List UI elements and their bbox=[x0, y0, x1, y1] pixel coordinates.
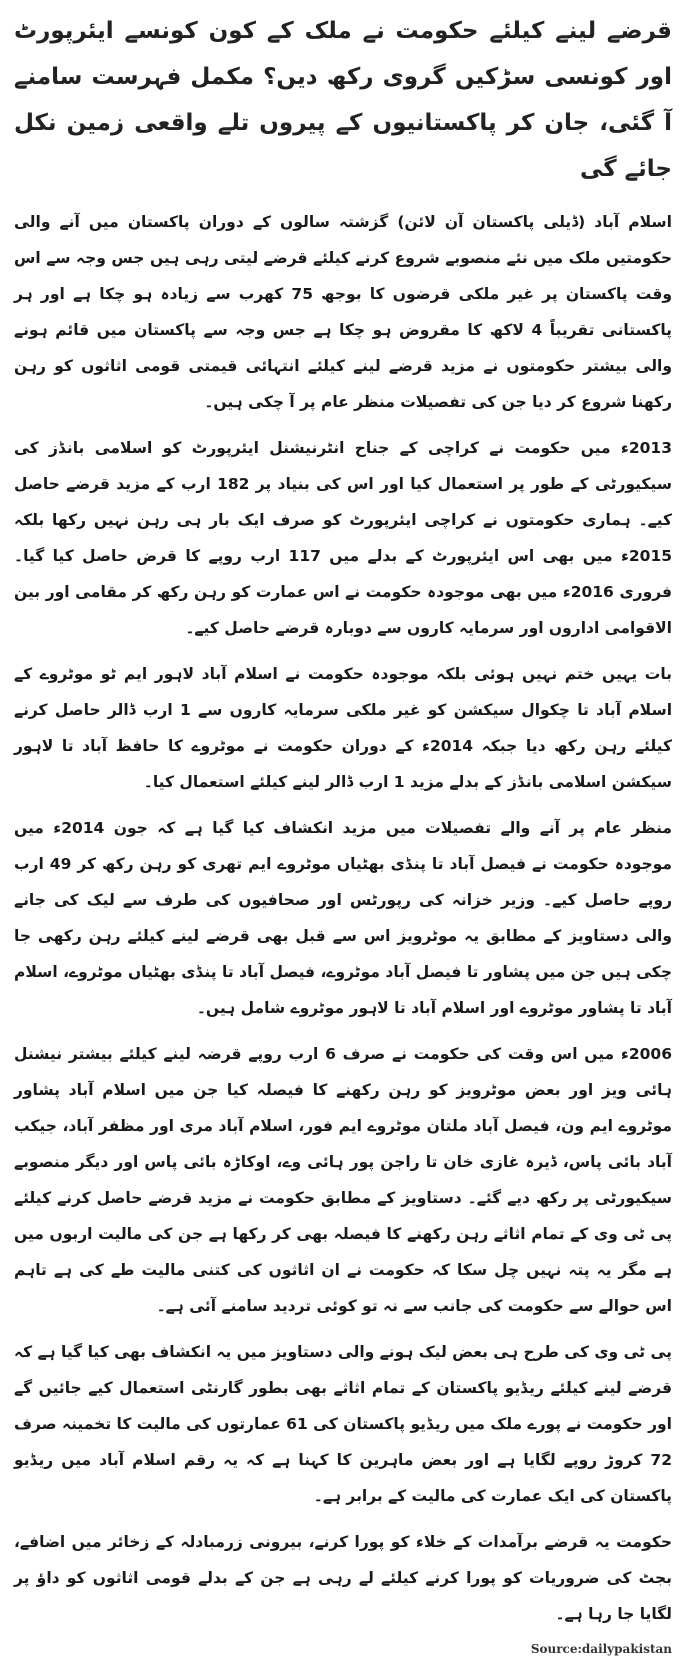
paragraph-1: اسلام آباد (ڈیلی پاکستان آن لائن) گزشتہ سالوں کے دوران پاکستان میں آنے والی حکومتیں ملک میں نئے منصوبے شروع کرنے کیلئے قرضے لیتی رہی ہیں جس وجہ سے اس وقت پاکستان پر غیر ملکی قرضوں کا بوجھ 75 کھرب سے زیادہ ہو چکا ہے اور ہر پاکستانی تقریباً 4 لاکھ کا مقروض ہو چکا ہے جس وجہ سے پاکستان میں قائم ہونے والی بیشتر حکومتوں نے مزید قرضے لینے کیلئے انتہائی قیمتی قومی اثاثوں کو رہن رکھنا شروع کر دیا جن کی تفصیلات منظر عام پر آ چکی ہیں۔ bbox=[14, 213, 672, 411]
paragraph-7: حکومت یہ قرضے برآمدات کے خلاء کو پورا کرنے، بیرونی زرمبادلہ کے زخائر میں اضافے، بجٹ کی ضروریات کو پورا کرنے کیلئے لے رہی ہے جن کے بدلے قومی اثاثوں کو داؤ پر لگایا جا رہا ہے۔ bbox=[14, 1533, 672, 1623]
paragraph-5: 2006ء میں اس وقت کی حکومت نے صرف 6 ارب روپے قرضہ لینے کیلئے بیشتر نیشنل ہائی ویز اور بعض موٹرویز کو رہن رکھنے کا فیصلہ کیا جن میں اسلام آباد پشاور موٹروے ایم ون، فیصل آباد ملتان موٹروے ایم فور، اسلام آباد مری اور مظفر آباد، جیکب آباد بائی پاس، ڈیرہ غازی خان تا راجن پور ہائی وے، اوکاڑہ بائی پاس اور دیگر منصوبے سیکیورٹی پر رکھ دیے گئے۔ دستاویز کے مطابق حکومت نے مزید قرضے حاصل کرنے کیلئے پی ٹی وی کے تمام اثاثے رہن رکھنے کا فیصلہ بھی کر رکھا ہے جن کی مالیت اربوں میں ہے مگر یہ پتہ نہیں چل سکا کہ حکومت نے ان اثاثوں کی کتنی مالیت طے کی ہے تاہم اس حوالے سے حکومت کی جانب سے نہ تو کوئی تردید سامنے آئی ہے۔ bbox=[14, 1045, 672, 1315]
article-headline: قرضے لینے کیلئے حکومت نے ملک کے کون کونسے ایئرپورٹ اور کونسی سڑکیں گروی رکھ دیں؟ مکمل فہرست سامنے آ گئی، جان کر پاکستانیوں کے پیروں تلے واقعی زمین نکل جائے گی bbox=[14, 18, 672, 182]
paragraph-6: پی ٹی وی کی طرح ہی بعض لیک ہونے والی دستاویز میں یہ انکشاف بھی کیا گیا ہے کہ قرضے لینے کیلئے ریڈیو پاکستان کے تمام اثاثے بھی بطور گارنٹی استعمال کیے جائیں گے اور حکومت نے پورے ملک میں ریڈیو پاکستان کی 61 عمارتوں کی مالیت کا تخمینہ صرف 72 کروڑ روپے لگایا ہے اور بعض ماہرین کا کہنا ہے کہ یہ رقم اسلام آباد میں ریڈیو پاکستان کی ایک عمارت کی مالیت کے برابر ہے۔ bbox=[13, 1343, 672, 1505]
paragraph-2: 2013ء میں حکومت نے کراچی کے جناح انٹرنیشنل ایئرپورٹ کو اسلامی بانڈز کی سیکیورٹی کے طور پر استعمال کیا اور اس کی بنیاد پر 182 ارب کے مزید قرضے حاصل کیے۔ ہماری حکومتوں نے کراچی ایئرپورٹ کو صرف ایک بار ہی رہن نہیں رکھا بلکہ 2015ء میں بھی اس ایئرپورٹ کے بدلے میں 117 ارب روپے کا قرض حاصل کیا گیا۔ فروری 2016ء میں بھی موجودہ حکومت نے اس عمارت کو رہن رکھ کر مقامی اور بین الاقوامی اداروں اور سرمایہ کاروں سے دوبارہ قرضے حاصل کیے۔ bbox=[14, 439, 673, 637]
paragraph-3: بات یہیں ختم نہیں ہوئی بلکہ موجودہ حکومت نے اسلام آباد لاہور ایم ٹو موٹروے کے اسلام آباد تا چکوال سیکشن کو غیر ملکی سرمایہ کاروں سے 1 ارب ڈالر حاصل کرنے کیلئے رہن رکھ دیا جبکہ 2014ء کے دوران حکومت نے موٹروے کا حافظ آباد تا لاہور سیکشن اسلامی بانڈز کے بدلے مزید 1 ارب ڈالر لینے کیلئے استعمال کیا۔ bbox=[14, 665, 673, 791]
source-credit: Source:dailypakistan bbox=[530, 1642, 672, 1656]
paragraph-4: منظر عام پر آنے والے تفصیلات میں مزید انکشاف کیا گیا ہے کہ جون 2014ء میں موجودہ حکومت نے فیصل آباد تا پنڈی بھٹیاں موٹروے ایم تھری کو رہن رکھ کر 49 ارب روپے حاصل کیے۔ وزیر خزانہ کی رپورٹس اور صحافیوں کی طرف سے لیک کی جانے والی دستاویز کے مطابق یہ موٹرویز اس سے قبل بھی قرضے لینے کیلئے رہن رکھی جا چکی ہیں جن میں پشاور تا فیصل آباد موٹروے، فیصل آباد تا پنڈی بھٹیاں موٹروے، اسلام آباد تا پشاور موٹروے اور اسلام آباد تا لاہور موٹروے شامل ہیں۔ bbox=[14, 819, 672, 1017]
